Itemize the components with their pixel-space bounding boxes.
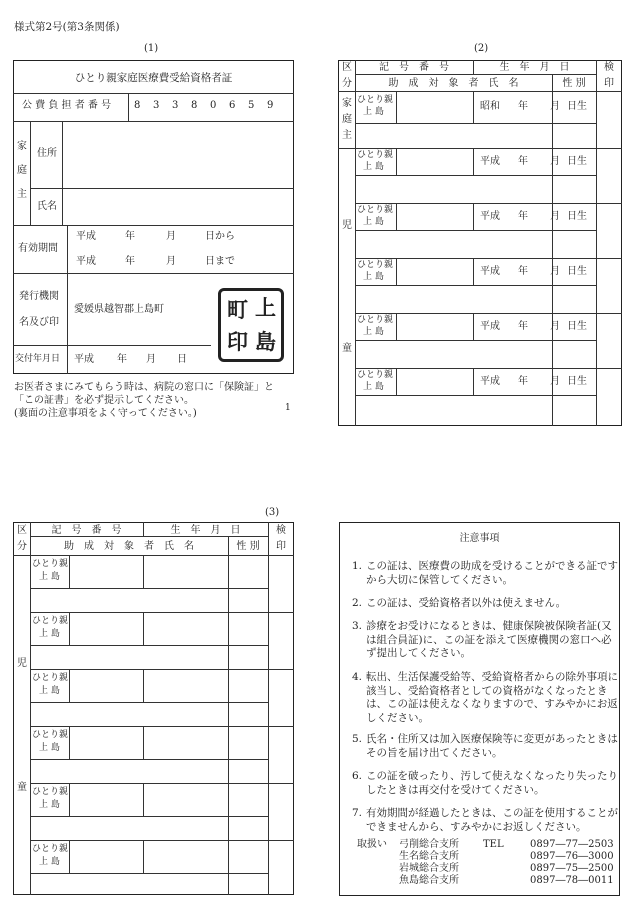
page3-number: (3) bbox=[265, 507, 280, 518]
p2-child-birth: 平成 bbox=[480, 156, 500, 167]
p2-h-kigo: 記 号 番 号 bbox=[379, 62, 449, 73]
p3-h-kubun-2: 分 bbox=[17, 541, 27, 552]
p3-row-divider bbox=[143, 555, 144, 588]
payer-digit: 0 bbox=[210, 100, 217, 111]
p2-row-divider bbox=[473, 203, 474, 230]
branch-name: 岩城総合支所 bbox=[399, 863, 459, 874]
payer-digit: 6 bbox=[229, 100, 236, 111]
p2-hh-month: 月 bbox=[550, 101, 560, 112]
notes-item-number: 5. bbox=[352, 733, 363, 745]
town-seal bbox=[218, 288, 284, 362]
p3-row-divider bbox=[30, 759, 268, 760]
p3-row-divider bbox=[143, 669, 144, 702]
p3-h-kenin-2: 印 bbox=[276, 541, 286, 552]
page-number: 1 bbox=[285, 403, 291, 413]
branch-name: 生名総合支所 bbox=[399, 851, 459, 862]
p2-child-birth: 年 bbox=[518, 266, 528, 277]
p2-child-code-1: ひとり親 bbox=[357, 260, 394, 270]
validity-to-day: 日まで bbox=[205, 256, 235, 267]
p2-child-code-1: ひとり親 bbox=[357, 150, 394, 160]
p2-hh-code-1: ひとり親 bbox=[357, 95, 394, 105]
issue-date-day: 日 bbox=[177, 354, 187, 365]
p3-h-birth: 生 年 月 日 bbox=[170, 525, 241, 536]
p3-h-name: 助 成 対 象 者 氏 名 bbox=[64, 541, 194, 552]
p2-h-kubun-1: 区 bbox=[342, 62, 352, 73]
p2-row-divider bbox=[396, 313, 397, 340]
p3-row-divider bbox=[143, 726, 144, 759]
p2-child-code-2: 上 島 bbox=[363, 272, 384, 282]
p2-child-birth: 年 bbox=[518, 211, 528, 222]
address-label: 住所 bbox=[37, 148, 57, 159]
validity-to-era: 平成 bbox=[76, 256, 96, 267]
payer-digit: 5 bbox=[248, 100, 255, 111]
p2-row-divider bbox=[355, 340, 596, 341]
p3-child-code-2: 上 島 bbox=[39, 686, 60, 696]
p3-h-kubun-1: 区 bbox=[17, 525, 27, 536]
p2-child-birth: 日生 bbox=[567, 211, 587, 222]
p2-row-divider bbox=[355, 395, 596, 396]
p2-row-divider bbox=[473, 258, 474, 285]
p2-child-label-2: 童 bbox=[342, 343, 352, 354]
householder-label-3: 主 bbox=[17, 189, 27, 200]
notes-item-text: 有効期間が経過したときは、この証を使用することができませんから、すみやかにお返しください。 bbox=[366, 807, 618, 833]
p2-child-birth: 日生 bbox=[567, 321, 587, 332]
p3-row-divider bbox=[143, 840, 144, 873]
page1-note-3: (裏面の注意事項をよく守ってください。) bbox=[14, 408, 197, 419]
notes-item-number: 7. bbox=[352, 807, 363, 819]
validity-from-day: 日から bbox=[205, 231, 235, 242]
p2-child-code-2: 上 島 bbox=[363, 327, 384, 337]
p2-householder-2: 庭 bbox=[342, 114, 352, 125]
p3-child-code-2: 上 島 bbox=[39, 629, 60, 639]
notes-title: 注意事項 bbox=[459, 533, 500, 544]
seal-char: 島 bbox=[255, 329, 276, 354]
p3-child-label-1: 児 bbox=[17, 658, 27, 669]
p2-child-birth: 月 bbox=[550, 321, 560, 332]
payer-digit: 3 bbox=[153, 100, 160, 111]
p3-child-code-1: ひとり親 bbox=[32, 844, 69, 854]
issuer-label-1: 発行機関 bbox=[19, 291, 59, 302]
p2-h-birth: 生 年 月 日 bbox=[499, 62, 570, 73]
p2-child-birth: 平成 bbox=[480, 211, 500, 222]
p2-row-divider bbox=[473, 368, 474, 395]
notes-item-number: 3. bbox=[352, 620, 363, 632]
notes-item-text: この証を破ったり、汚して使えなくなったり失ったりしたときは再交付を受けてください。 bbox=[366, 770, 618, 796]
householder-label-2: 庭 bbox=[17, 165, 27, 176]
p2-child-birth: 月 bbox=[550, 376, 560, 387]
p3-child-code-2: 上 島 bbox=[39, 743, 60, 753]
form-label: 様式第2号(第3条関係) bbox=[14, 21, 120, 33]
p2-hh-era: 昭和 bbox=[480, 101, 500, 112]
p2-h-name: 助 成 対 象 者 氏 名 bbox=[388, 78, 519, 89]
p3-row-divider bbox=[30, 816, 268, 817]
issue-date-year: 年 bbox=[117, 354, 127, 365]
seal-char: 印 bbox=[227, 329, 248, 354]
p2-child-birth: 月 bbox=[550, 211, 560, 222]
p3-row-divider bbox=[30, 588, 268, 589]
p3-row-divider bbox=[30, 873, 268, 874]
handler-label: 取扱い bbox=[357, 839, 387, 850]
notes-item-text: 氏名・住所又は加入医療保険等に変更があったときはその旨を届け出てください。 bbox=[366, 733, 618, 759]
p2-child-birth: 年 bbox=[518, 156, 528, 167]
p2-child-birth: 年 bbox=[518, 376, 528, 387]
seal-char: 上 bbox=[255, 295, 276, 320]
p2-householder-3: 主 bbox=[342, 130, 352, 141]
p3-row-divider bbox=[143, 612, 144, 645]
p3-child-label-2: 童 bbox=[17, 782, 27, 793]
validity-from-era: 平成 bbox=[76, 231, 96, 242]
p2-child-birth: 平成 bbox=[480, 321, 500, 332]
p2-hh-code-2: 上 島 bbox=[363, 107, 384, 117]
notes-item-text: 診療をお受けになるときは、健康保険被保険者証(又は組合員証)に、この証を添えて医療機関の窓口へ必ず提出してください。 bbox=[366, 620, 612, 659]
p2-child-code-1: ひとり親 bbox=[357, 205, 394, 215]
p2-child-code-1: ひとり親 bbox=[357, 370, 394, 380]
notes-item-number: 4. bbox=[352, 671, 363, 683]
issue-date-month: 月 bbox=[146, 354, 156, 365]
p2-row-divider bbox=[355, 175, 596, 176]
payer-digit: 9 bbox=[267, 100, 274, 111]
p3-row-divider bbox=[69, 555, 70, 588]
householder-label-1: 家 bbox=[17, 141, 27, 152]
notes-item-text: この証は、受給資格者以外は使えません。 bbox=[366, 597, 567, 609]
p2-h-kenin-1: 検 bbox=[604, 62, 614, 73]
validity-to-month: 月 bbox=[166, 256, 176, 267]
name-label: 氏名 bbox=[37, 201, 57, 212]
notes-item-number: 2. bbox=[352, 597, 363, 609]
validity-to-year: 年 bbox=[125, 256, 135, 267]
p2-row-divider bbox=[473, 313, 474, 340]
p2-row-divider bbox=[355, 285, 596, 286]
p3-child-code-1: ひとり親 bbox=[32, 616, 69, 626]
validity-from-month: 月 bbox=[166, 231, 176, 242]
p2-row-divider bbox=[396, 203, 397, 230]
branch-name: 弓削総合支所 bbox=[399, 839, 459, 850]
p3-child-code-1: ひとり親 bbox=[32, 673, 69, 683]
p2-child-code-1: ひとり親 bbox=[357, 315, 394, 325]
payer-digit: 8 bbox=[191, 100, 198, 111]
p3-row-divider bbox=[143, 783, 144, 816]
p3-child-code-2: 上 島 bbox=[39, 857, 60, 867]
seal-char: 町 bbox=[227, 297, 248, 322]
notes-item-number: 1. bbox=[352, 560, 363, 572]
p2-child-birth: 月 bbox=[550, 266, 560, 277]
p2-child-birth: 日生 bbox=[567, 266, 587, 277]
page1-number: (1) bbox=[144, 43, 159, 54]
branch-name: 魚島総合支所 bbox=[399, 875, 459, 886]
p2-h-kubun-2: 分 bbox=[342, 78, 352, 89]
p2-child-birth: 平成 bbox=[480, 266, 500, 277]
branch-tel: 0897―76―3000 bbox=[530, 851, 614, 862]
p3-row-divider bbox=[69, 726, 70, 759]
p3-row-divider bbox=[69, 669, 70, 702]
p2-child-birth: 日生 bbox=[567, 376, 587, 387]
p2-child-code-2: 上 島 bbox=[363, 162, 384, 172]
p3-child-code-1: ひとり親 bbox=[32, 787, 69, 797]
p2-row-divider bbox=[473, 148, 474, 175]
issuer-label-2: 名及び印 bbox=[19, 317, 59, 328]
notes-item-text: この証は、医療費の助成を受けることができる証ですから大切に保管してください。 bbox=[366, 560, 618, 586]
p3-child-code-1: ひとり親 bbox=[32, 730, 69, 740]
page1-note-1: お医者さまにみてもらう時は、病院の窓口に「保険証」と bbox=[14, 382, 274, 393]
page1-note-2: 「この証書」を必ず提示してください。 bbox=[14, 395, 194, 406]
p2-child-birth: 年 bbox=[518, 321, 528, 332]
p2-householder-1: 家 bbox=[342, 98, 352, 109]
p2-hh-year: 年 bbox=[518, 101, 528, 112]
validity-label: 有効期間 bbox=[18, 243, 58, 254]
payer-digit: 8 bbox=[134, 100, 141, 111]
p3-row-divider bbox=[30, 702, 268, 703]
p3-h-kigo: 記 号 番 号 bbox=[51, 525, 122, 536]
p3-row-divider bbox=[69, 783, 70, 816]
p3-child-code-2: 上 島 bbox=[39, 572, 60, 582]
p3-row-divider bbox=[30, 645, 268, 646]
issuer-name: 愛媛県越智郡上島町 bbox=[74, 304, 164, 315]
validity-from-year: 年 bbox=[125, 231, 135, 242]
page2-number: (2) bbox=[474, 43, 489, 54]
notes-item-text: 転出、生活保護受給等、受給資格者からの除外事項に該当し、受給資格者としての資格がなくなったときは、この証は使えなくなりますので、すみやかにお返しください。 bbox=[366, 671, 618, 724]
issue-date-era: 平成 bbox=[74, 354, 94, 365]
p2-h-kenin-2: 印 bbox=[604, 78, 614, 89]
branch-tel: 0897―75―2500 bbox=[530, 863, 614, 874]
p2-h-sex: 性 別 bbox=[562, 78, 586, 89]
branch-tel: 0897―77―2503 bbox=[530, 839, 614, 850]
p3-h-sex: 性 別 bbox=[236, 541, 260, 552]
p3-child-code-1: ひとり親 bbox=[32, 559, 69, 569]
p2-row-divider bbox=[396, 148, 397, 175]
branch-tel: 0897―78―0011 bbox=[530, 875, 614, 886]
payer-number-label: 公 費 負 担 者 番 号 bbox=[22, 100, 112, 111]
payer-digit: 3 bbox=[172, 100, 179, 111]
p2-child-code-2: 上 島 bbox=[363, 382, 384, 392]
notes-item-number: 6. bbox=[352, 770, 363, 782]
p2-row-divider bbox=[355, 230, 596, 231]
p2-row-divider bbox=[396, 258, 397, 285]
p3-h-kenin-1: 検 bbox=[276, 525, 286, 536]
p2-child-label-1: 児 bbox=[342, 220, 352, 231]
p2-row-divider bbox=[396, 368, 397, 395]
page1-title: ひとり親家庭医療費受給資格者証 bbox=[74, 72, 233, 84]
issue-date-label: 交付年月日 bbox=[15, 354, 61, 364]
p2-hh-day: 日生 bbox=[567, 101, 587, 112]
p3-row-divider bbox=[69, 840, 70, 873]
p2-child-birth: 月 bbox=[550, 156, 560, 167]
p3-row-divider bbox=[69, 612, 70, 645]
p3-child-code-2: 上 島 bbox=[39, 800, 60, 810]
p2-child-birth: 日生 bbox=[567, 156, 587, 167]
p2-child-code-2: 上 島 bbox=[363, 217, 384, 227]
p2-child-birth: 平成 bbox=[480, 376, 500, 387]
tel-label: TEL bbox=[483, 839, 504, 850]
